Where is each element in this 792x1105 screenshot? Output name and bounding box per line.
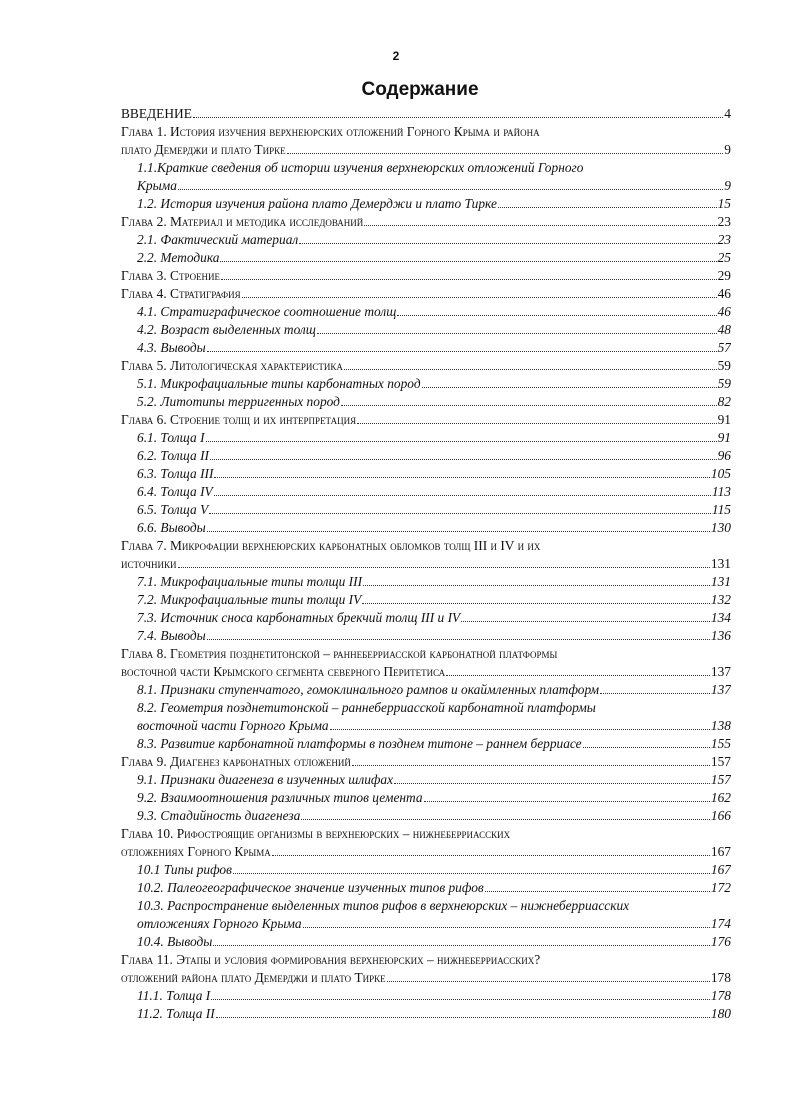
toc-entry-title: Глава 7. Микрофации верхнеюрских карбонатных обломков толщ III и IV и их [121, 538, 541, 553]
toc-section-entry[interactable] [121, 447, 731, 465]
dot-leader [387, 980, 710, 982]
toc-entry-page: 130 [710, 520, 731, 535]
toc-entry-title: 7.3. Источник сноса карбонатных брекчий толщ III и IV [137, 610, 461, 625]
toc-chapter-entry[interactable] [121, 645, 731, 663]
toc-entry-page: 57 [717, 340, 731, 355]
dot-leader [220, 260, 716, 262]
toc-entry-page: 138 [710, 718, 731, 733]
toc-entry-title: 8.1. Признаки ступенчатого, гомоклинального рампов и окаймленных платформ [137, 682, 600, 697]
toc-entry-page: 29 [717, 268, 731, 283]
toc-entry-page: 172 [710, 880, 731, 895]
toc-section-entry[interactable] [121, 375, 731, 393]
toc-chapter-entry[interactable] [121, 951, 731, 969]
dot-leader [303, 926, 710, 928]
toc-section-entry[interactable] [121, 807, 731, 825]
dot-leader [541, 549, 730, 550]
dot-leader [541, 135, 730, 136]
dot-leader [193, 116, 723, 118]
toc-entry-page: 166 [710, 808, 731, 823]
dot-leader [207, 530, 710, 532]
toc-chapter-entry[interactable] [121, 825, 731, 843]
dot-leader [214, 494, 711, 496]
toc-section-entry[interactable] [121, 609, 731, 627]
dot-leader [357, 422, 716, 424]
toc-entry-title: 6.3. Толща III [137, 466, 214, 481]
toc-section-entry[interactable] [121, 519, 731, 537]
dot-leader [558, 657, 730, 658]
dot-leader [511, 837, 730, 838]
toc-entry-title: Глава 3. Строение [121, 268, 221, 283]
toc-entry-title: 6.1. Толща I [137, 430, 205, 445]
toc-section-entry[interactable] [121, 681, 731, 699]
toc-entry-title: восточной части Крымского сегмента северного Перитетиса [121, 664, 446, 679]
toc-section-entry[interactable] [121, 321, 731, 339]
toc-entry-title: 9.2. Взаимоотношения различных типов цемента [137, 790, 423, 805]
dot-leader [178, 188, 723, 190]
dot-leader [485, 890, 710, 892]
dot-leader [301, 818, 710, 820]
toc-entry-page: 137 [710, 664, 731, 679]
toc-entry-title: Глава 4. Стратиграфия [121, 286, 241, 301]
dot-leader [583, 746, 710, 748]
toc-entry-page: 82 [717, 394, 731, 409]
toc-section-entry[interactable] [121, 429, 731, 447]
dot-leader [210, 458, 717, 460]
toc-entry-page: 115 [711, 502, 731, 517]
dot-leader [272, 854, 710, 856]
dot-leader [341, 404, 717, 406]
toc-entry-title: 4.3. Выводы [137, 340, 206, 355]
dot-leader [287, 152, 724, 154]
dot-leader [330, 728, 710, 730]
toc-entry-page: 131 [710, 556, 731, 571]
toc-entry-title: 9.1. Признаки диагенеза в изученных шлифах [137, 772, 394, 787]
toc-entry-title: 4.2. Возраст выделенных толщ [137, 322, 316, 337]
toc-entry-page: 137 [710, 682, 731, 697]
toc-entry-title: Глава 8. Геометрия позднетитонской – раннеберриасской карбонатной платформы [121, 646, 558, 661]
dot-leader [214, 476, 709, 478]
dot-leader [446, 674, 710, 676]
dot-leader [317, 332, 717, 334]
dot-leader [216, 1016, 710, 1018]
dot-leader [207, 350, 717, 352]
toc-entry-page: 46 [717, 304, 731, 319]
toc-entry-page: 132 [710, 592, 731, 607]
toc-entry-title: плато Демерджи и плато Тирке [121, 142, 286, 157]
toc-entry-title: 6.5. Толща V [137, 502, 209, 517]
toc-entry-page: 167 [710, 844, 731, 859]
toc-entry-page: 91 [717, 412, 731, 427]
toc-entry-title: восточной части Горного Крыма [137, 718, 329, 733]
toc-section-entry[interactable] [121, 393, 731, 411]
dot-leader [233, 872, 710, 874]
toc-entry-page: 48 [717, 322, 731, 337]
toc-section-entry[interactable] [121, 249, 731, 267]
dot-leader [221, 278, 717, 280]
toc-entry-page: 25 [717, 250, 731, 265]
toc-chapter-entry[interactable] [121, 411, 731, 429]
toc-chapter-entry[interactable] [121, 753, 731, 771]
toc-entry-page: 178 [710, 988, 731, 1003]
toc-section-entry[interactable] [121, 177, 731, 195]
toc-entry-title: отложениях Горного Крыма [137, 916, 302, 931]
dot-leader [207, 638, 710, 640]
dot-leader [541, 963, 730, 964]
toc-section-entry[interactable] [121, 1005, 731, 1023]
toc-entry-title: 8.3. Развитие карбонатной платформы в позднем титоне – раннем берриасе [137, 736, 582, 751]
dot-leader [584, 171, 730, 172]
dot-leader [178, 566, 710, 568]
toc-entry-page: 178 [710, 970, 731, 985]
toc-entry-title: 7.2. Микрофациальные типы толщи IV [137, 592, 362, 607]
page-number: 2 [392, 49, 400, 63]
toc-chapter-entry[interactable] [121, 213, 731, 231]
toc-section-entry[interactable] [121, 627, 731, 645]
toc-entry-title: 6.4. Толща IV [137, 484, 213, 499]
toc-entry-page: 167 [710, 862, 731, 877]
toc-entry-title: 10.3. Распространение выделенных типов рифов в верхнеюрских – нижнеберриасских [137, 898, 630, 913]
toc-entry-title: 1.1.Краткие сведения об истории изучения верхнеюрских отложений Горного [137, 160, 584, 175]
toc-chapter-entry[interactable] [121, 663, 731, 681]
toc-entry-page: 91 [717, 430, 731, 445]
toc-chapter-entry[interactable] [121, 537, 731, 555]
toc-section-entry[interactable] [121, 195, 731, 213]
toc-section-entry[interactable] [121, 501, 731, 519]
toc-section-entry[interactable] [121, 591, 731, 609]
toc-entry-page: 59 [717, 358, 731, 373]
toc-section-entry[interactable] [121, 915, 731, 933]
dot-leader [206, 440, 717, 442]
toc-entry-page: 162 [710, 790, 731, 805]
toc-entry-title: 10.2. Палеогеографическое значение изученных типов рифов [137, 880, 484, 895]
toc-section-entry[interactable] [121, 933, 731, 951]
toc-entry-title: 6.2. Толща II [137, 448, 210, 463]
toc-entry-page: 46 [717, 286, 731, 301]
toc-section-entry[interactable] [121, 159, 731, 177]
toc-entry-title: Крыма [137, 178, 177, 193]
dot-leader [344, 368, 717, 370]
toc-entry-title: Глава 5. Литологическая характеристика [121, 358, 343, 373]
toc-entry-title: Глава 11. Этапы и условия формирования верхнеюрских – нижнеберриасских? [121, 952, 541, 967]
toc-entry-title: 11.1. Толща I [137, 988, 211, 1003]
toc-entry-page: 23 [717, 214, 731, 229]
dot-leader [600, 692, 710, 694]
toc-section-entry[interactable] [121, 699, 731, 717]
dot-leader [461, 620, 710, 622]
toc-entry-page: 136 [710, 628, 731, 643]
toc-entry-title: 7.1. Микрофациальные типы толщи III [137, 574, 363, 589]
toc-entry-title: 10.4. Выводы [137, 934, 213, 949]
dot-leader [498, 206, 717, 208]
toc-entry-page: 157 [710, 772, 731, 787]
toc-entry-title: Глава 9. Диагенез карбонатных отложений [121, 754, 351, 769]
toc-section-entry[interactable] [121, 879, 731, 897]
toc-chapter-entry[interactable] [121, 555, 731, 573]
toc-entry-page: 174 [710, 916, 731, 931]
toc-entry-page: 131 [710, 574, 731, 589]
toc-entry-title: 6.6. Выводы [137, 520, 206, 535]
toc-entry-page: 134 [710, 610, 731, 625]
toc-chapter-entry[interactable] [121, 285, 731, 303]
dot-leader [242, 296, 717, 298]
page-title: Содержание [361, 79, 479, 100]
toc-entry-title: 10.1 Типы рифов [137, 862, 232, 877]
toc-entry-page: 105 [710, 466, 731, 481]
toc-entry-title: отложений района плато Демерджи и плато Тирке [121, 970, 386, 985]
toc-entry-title: Глава 6. Строение толщ и их интерпретация [121, 412, 357, 427]
toc-entry-page: 180 [710, 1006, 731, 1021]
toc-entry-page: 23 [717, 232, 731, 247]
toc-chapter-entry[interactable] [121, 357, 731, 375]
dot-leader [299, 242, 716, 244]
toc-entry-title: 5.2. Литотипы терригенных пород [137, 394, 340, 409]
dot-leader [363, 584, 710, 586]
toc-section-entry[interactable] [121, 735, 731, 753]
toc-section-entry[interactable] [121, 483, 731, 501]
toc-chapter-entry[interactable] [121, 123, 731, 141]
toc-chapter-entry[interactable] [121, 267, 731, 285]
toc-entry-page: 155 [710, 736, 731, 751]
table-of-contents [121, 105, 731, 1023]
toc-entry-title: источники [121, 556, 177, 571]
toc-entry-title: 4.1. Стратиграфическое соотношение толщ [137, 304, 397, 319]
toc-entry-title: 8.2. Геометрия позднетитонской – раннеберриасской карбонатной платформы [137, 700, 596, 715]
toc-section-entry[interactable] [121, 771, 731, 789]
toc-entry-title: отложениях Горного Крыма [121, 844, 271, 859]
dot-leader [362, 602, 710, 604]
toc-section-entry[interactable] [121, 861, 731, 879]
dot-leader [364, 224, 716, 226]
toc-entry-title: 2.1. Фактический материал [137, 232, 299, 247]
toc-entry-title: 7.4. Выводы [137, 628, 206, 643]
toc-entry-page: 9 [724, 178, 731, 193]
toc-entry-title: 1.2. История изучения района плато Демерджи и плато Тирке [137, 196, 497, 211]
toc-entry-page: 9 [724, 142, 731, 157]
dot-leader [397, 314, 716, 316]
toc-entry-title: 9.3. Стадийность диагенеза [137, 808, 301, 823]
toc-entry-title: Глава 1. История изучения верхнеюрских отложений Горного Крыма и района [121, 124, 540, 139]
toc-section-entry[interactable] [121, 231, 731, 249]
dot-leader [630, 909, 730, 910]
toc-section-entry[interactable] [121, 717, 731, 735]
dot-leader [394, 782, 710, 784]
toc-section-entry[interactable] [121, 303, 731, 321]
toc-entry-title: 2.2. Методика [137, 250, 220, 265]
toc-chapter-entry[interactable] [121, 969, 731, 987]
dot-leader [211, 998, 710, 1000]
toc-entry-page: 59 [717, 376, 731, 391]
toc-section-entry[interactable] [121, 573, 731, 591]
toc-entry-page: 157 [710, 754, 731, 769]
toc-entry-page: 176 [710, 934, 731, 949]
toc-chapter-entry[interactable] [121, 105, 731, 123]
toc-section-entry[interactable] [121, 987, 731, 1005]
dot-leader [213, 944, 710, 946]
toc-section-entry[interactable] [121, 339, 731, 357]
toc-entry-title: 5.1. Микрофациальные типы карбонатных пород [137, 376, 421, 391]
toc-entry-title: ВВЕДЕНИЕ [121, 106, 192, 121]
toc-entry-page: 113 [711, 484, 731, 499]
toc-section-entry[interactable] [121, 897, 731, 915]
dot-leader [597, 711, 730, 712]
dot-leader [422, 386, 717, 388]
toc-entry-title: 11.2. Толща II [137, 1006, 215, 1021]
dot-leader [424, 800, 710, 802]
toc-entry-title: Глава 2. Материал и методика исследований [121, 214, 364, 229]
toc-entry-page: 15 [717, 196, 731, 211]
toc-entry-page: 4 [724, 106, 731, 121]
dot-leader [352, 764, 710, 766]
toc-chapter-entry[interactable] [121, 141, 731, 159]
toc-chapter-entry[interactable] [121, 843, 731, 861]
dot-leader [209, 512, 711, 514]
toc-entry-page: 96 [717, 448, 731, 463]
toc-section-entry[interactable] [121, 789, 731, 807]
toc-entry-title: Глава 10. Рифостроящие организмы в верхнеюрских – нижнеберриасских [121, 826, 511, 841]
toc-section-entry[interactable] [121, 465, 731, 483]
